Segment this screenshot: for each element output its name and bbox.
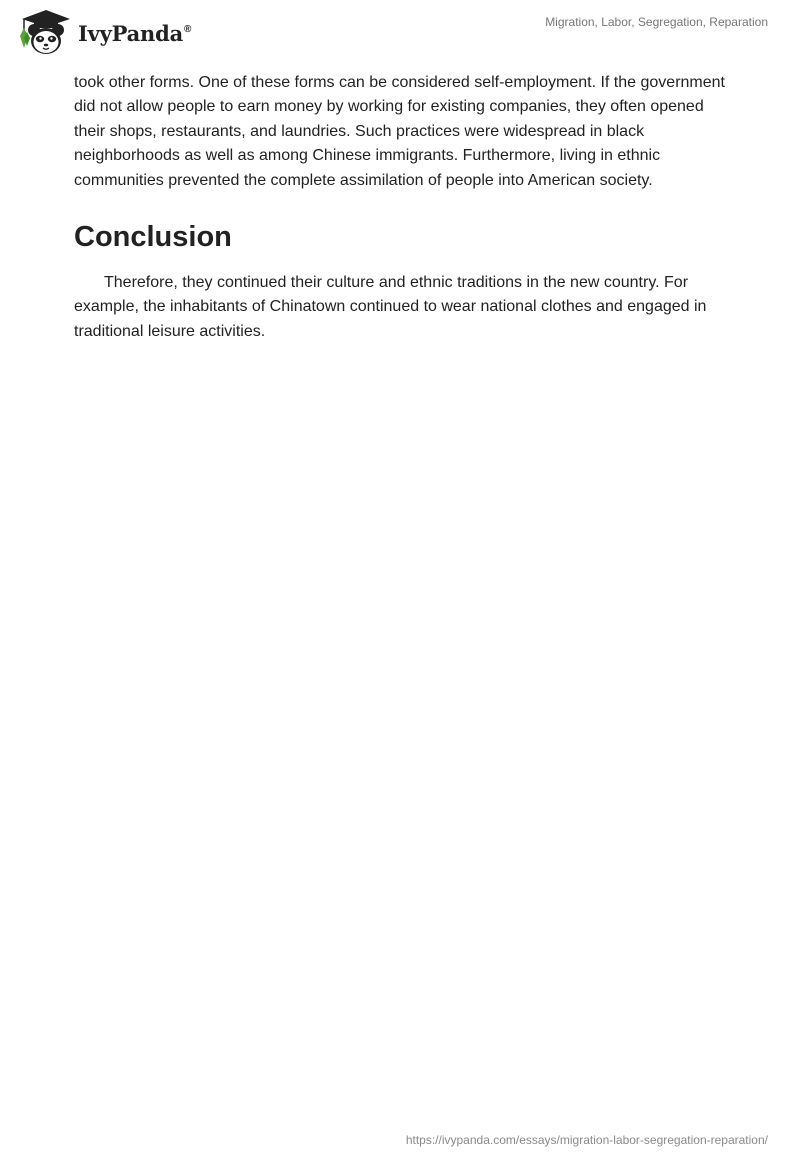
footer-source-url[interactable]: https://ivypanda.com/essays/migration-labor-segregation-reparation/ — [405, 1133, 768, 1147]
essay-content — [74, 71, 734, 344]
page-header — [0, 0, 800, 70]
brand-logo[interactable] — [14, 8, 191, 58]
section-heading-conclusion: Conclusion — [74, 221, 232, 254]
brand-name: IvyPanda® — [78, 20, 192, 46]
registered-mark: ® — [184, 23, 192, 35]
body-paragraph: took other forms. One of these forms can be considered self-employment. If the government did not allow people to earn money by working for existing companies, they often opened their shops, restaurants, and laundries. Such practices were widespread in black neighborhoods as well as among Chinese immigrants. Furthermore, living in ethnic communities prevented the complete assimilation of people into American society. — [74, 74, 725, 189]
panda-graduation-cap-icon — [14, 8, 76, 58]
document-title: Migration, Labor, Segregation, Reparation — [545, 15, 768, 29]
conclusion-paragraph: Therefore, they continued their culture and ethnic traditions in the new country. For example, the inhabitants of Chinatown continued to wear national clothes and engaged in traditional leisure activities. — [74, 274, 707, 340]
